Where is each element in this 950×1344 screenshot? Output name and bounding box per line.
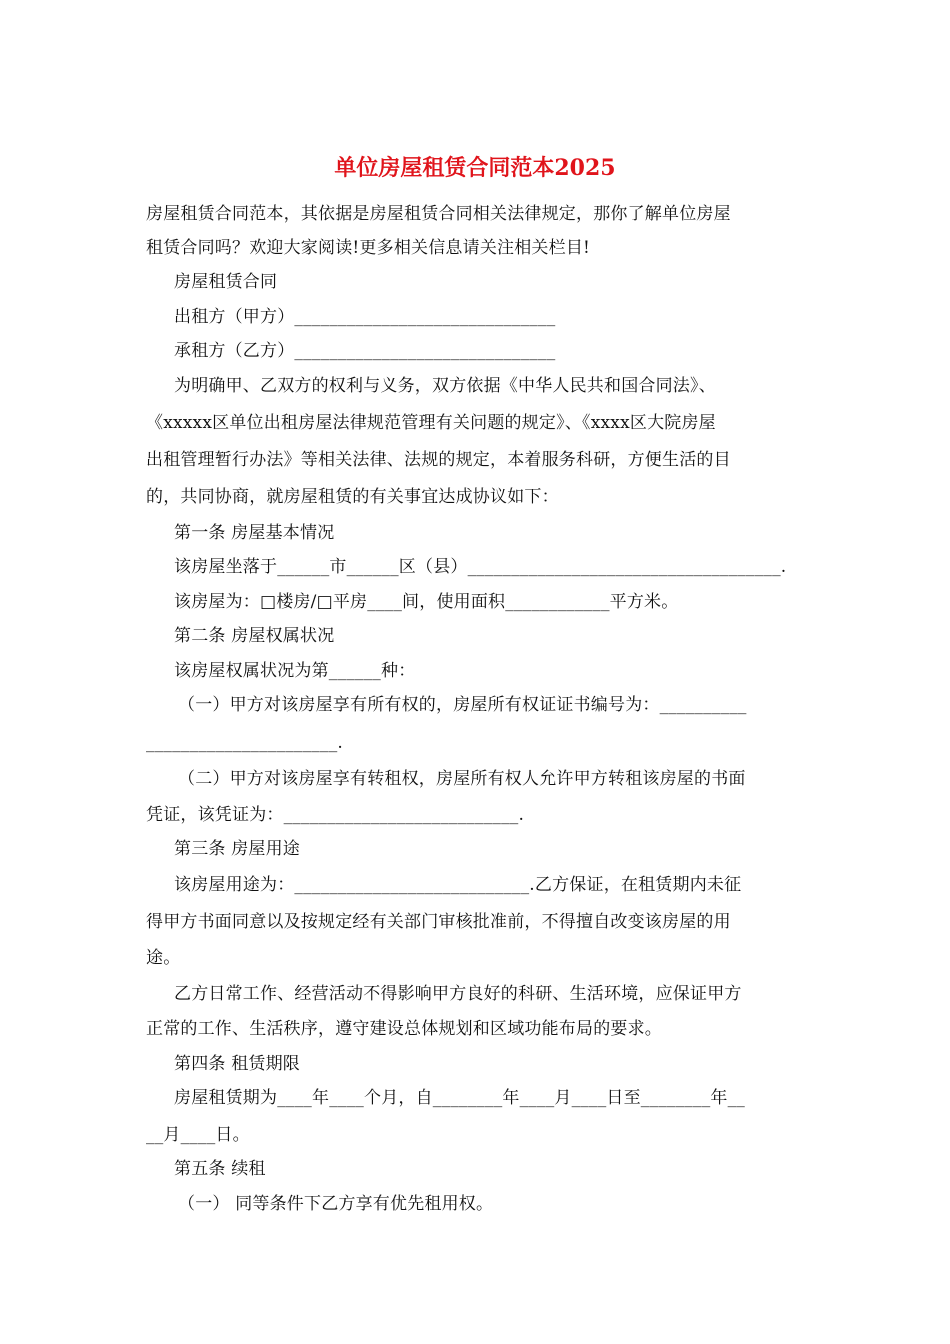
paragraph-line: 房屋租赁合同范本，其依据是房屋租赁合同相关法律规定，那你了解单位房屋 [146, 204, 731, 224]
paragraph-line: 《xxxxx区单位出租房屋法律规范管理有关问题的规定》、《xxxx区大院房屋 [146, 413, 716, 433]
paragraph-line: 租赁合同吗？欢迎大家阅读!更多相关信息请关注相关栏目! [146, 238, 591, 258]
paragraph-line: 的，共同协商，就房屋租赁的有关事宜达成协议如下： [146, 487, 559, 507]
article-heading: 第一条 房屋基本情况 [174, 523, 335, 543]
paragraph-line: （一） 同等条件下乙方享有优先租用权。 [178, 1194, 494, 1214]
article-heading: 第三条 房屋用途 [174, 839, 301, 859]
paragraph-line: 房屋租赁期为____年____个月，自________年____月____日至________年__ [174, 1088, 745, 1108]
paragraph-line: 得甲方书面同意以及按规定经有关部门审核批准前，不得擅自改变该房屋的用 [146, 912, 731, 932]
article-heading: 第五条 续租 [174, 1159, 266, 1179]
paragraph-line: 该房屋用途为：___________________________.乙方保证，在租赁期内未征 [174, 875, 742, 895]
lessee-field-line: 承租方（乙方）______________________________ [174, 341, 556, 361]
paragraph-line: 途。 [146, 948, 181, 968]
paragraph-line: （二）甲方对该房屋享有转租权，房屋所有权人允许甲方转租该房屋的书面 [178, 769, 746, 789]
document-title: 单位房屋租赁合同范本2025 [334, 155, 616, 181]
section-heading: 房屋租赁合同 [174, 272, 278, 292]
paragraph-line: （一）甲方对该房屋享有所有权的，房屋所有权证证书编号为：__________ [178, 695, 747, 715]
paragraph-line: 该房屋坐落于______市______区（县）____________________________________. [174, 557, 787, 577]
paragraph-line: __月____日。 [146, 1125, 250, 1145]
lessor-field-line: 出租方（甲方）______________________________ [174, 307, 556, 327]
paragraph-line: 该房屋权属状况为第______种： [174, 661, 416, 681]
paragraph-line: 出租管理暂行办法》等相关法律、法规的规定，本着服务科研，方便生活的目 [146, 450, 731, 470]
paragraph-line: 凭证，该凭证为：___________________________. [146, 805, 525, 825]
article-heading: 第四条 租赁期限 [174, 1054, 301, 1074]
paragraph-line: 乙方日常工作、经营活动不得影响甲方良好的科研、生活环境，应保证甲方 [174, 984, 742, 1004]
paragraph-line: 正常的工作、生活秩序，遵守建设总体规划和区域功能布局的要求。 [146, 1019, 662, 1039]
paragraph-line: 该房屋为：□楼房/□平房____间，使用面积____________平方米。 [174, 592, 679, 612]
paragraph-line: ______________________. [146, 733, 344, 753]
article-heading: 第二条 房屋权属状况 [174, 626, 335, 646]
paragraph-line: 为明确甲、乙双方的权利与义务，双方依据《中华人民共和国合同法》、 [174, 376, 716, 396]
